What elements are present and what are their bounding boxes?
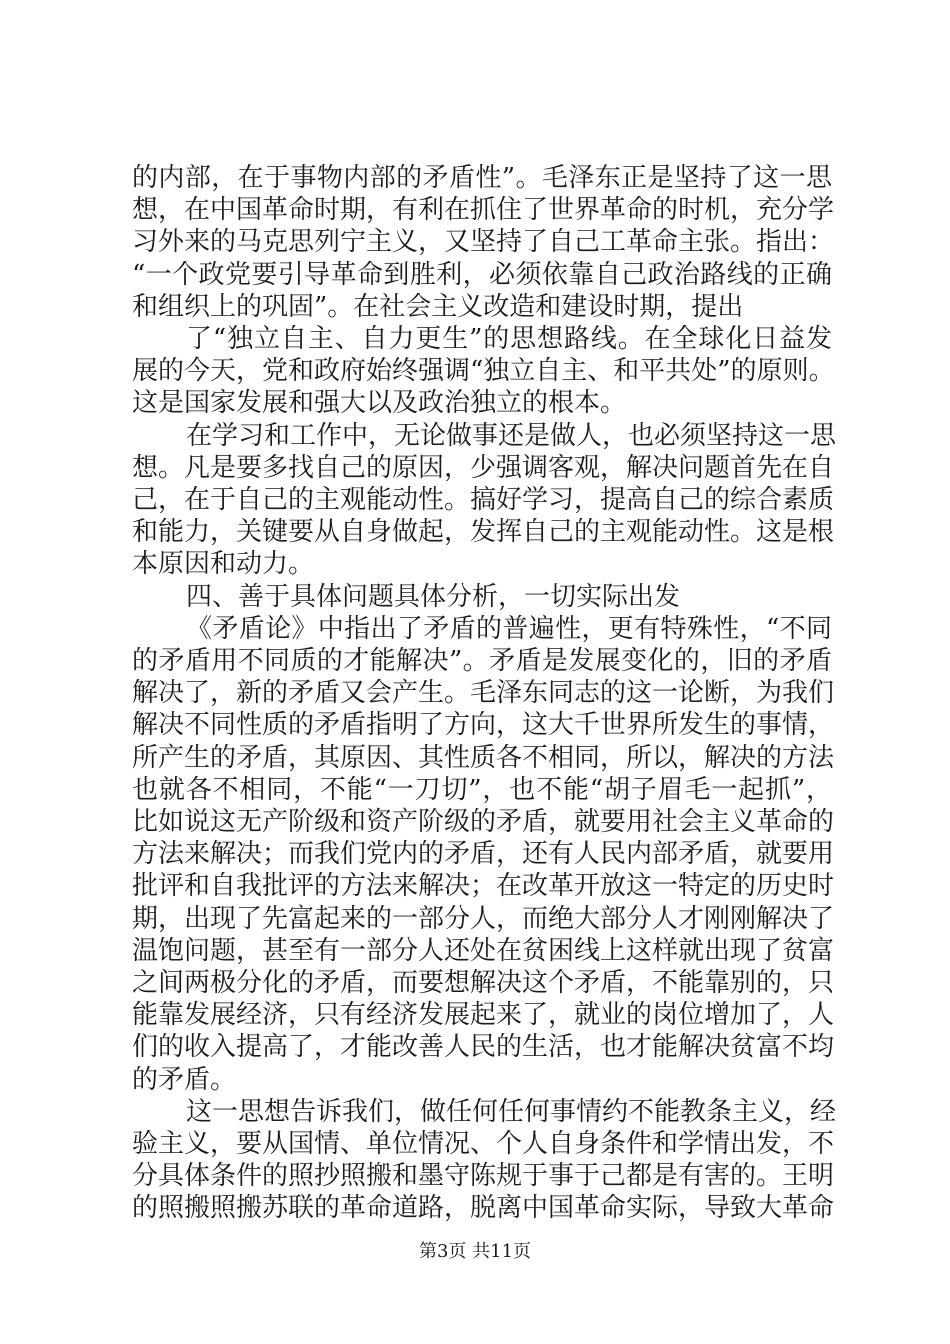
text-line: 期，出现了先富起来的一部分人，而绝大部分人才刚刚解决了 [132, 903, 835, 934]
text-line: 这一思想告诉我们，做任何任何事情约不能教条主义，经 [186, 1096, 837, 1127]
text-line: 的矛盾。 [132, 1064, 237, 1095]
text-line: 方法来解决；而我们党内的矛盾，还有人民内部矛盾，就要用 [132, 839, 835, 870]
page-number-footer: 第3页 共11页 [418, 1241, 532, 1262]
section-heading: 四、善于具体问题具体分析，一切实际出发 [186, 581, 681, 612]
text-line: 想。凡是要多找自己的原因，少强调客观，解决问题首先在自 [132, 452, 835, 483]
text-line: 比如说这无产阶级和资产阶级的矛盾，就要用社会主义革命的 [132, 807, 835, 837]
text-line: 批评和自我批评的方法来解决；在改革开放这一特定的历史时 [132, 871, 835, 902]
text-line: 验主义，要从国情、单位情况、个人自身条件和学情出发，不 [132, 1129, 835, 1159]
text-line: 己，在于自己的主观能动性。搞好学习，提高自己的综合素质 [132, 485, 835, 515]
text-line: 和组织上的巩固”。在社会主义改造和建设时期，提出 [132, 291, 744, 322]
text-line: 们的收入提高了，才能改善人民的生活，也才能解决贫富不均 [132, 1032, 835, 1063]
text-line: 也就各不相同，不能“一刀切”，也不能“胡子眉毛一起抓”， [132, 774, 832, 805]
text-line: 本原因和动力。 [132, 549, 315, 580]
text-line: 了“独立自主、自力更生”的思想路线。在全球化日益发 [186, 324, 832, 354]
text-line: 这是国家发展和强大以及政治独立的根本。 [132, 388, 627, 419]
text-line: 的照搬照搬苏联的革命道路，脱离中国革命实际，导致大革命 [132, 1193, 835, 1224]
text-line: 《矛盾论》中指出了矛盾的普遍性，更有特殊性，“不同 [186, 613, 832, 644]
text-line: 温饱问题，甚至有一部分人还处在贫困线上这样就出现了贫富 [132, 935, 835, 966]
text-line: 想，在中国革命时期，有利在抓住了世界革命的时机，充分学 [132, 195, 835, 226]
text-line: 解决不同性质的矛盾指明了方向，这大千世界所发生的事情， [132, 710, 835, 741]
text-line: “一个政党要引导革命到胜利，必须依靠自己政治路线的正确 [132, 259, 832, 290]
text-line: 的矛盾用不同质的才能解决”。矛盾是发展变化的，旧的矛盾 [132, 646, 832, 676]
text-line: 所产生的矛盾，其原因、其性质各不相同，所以，解决的方法 [132, 742, 835, 773]
text-line: 和能力，关键要从自身做起，发挥自己的主观能动性。这是根 [132, 517, 835, 548]
text-line: 解决了，新的矛盾又会产生。毛泽东同志的这一论断，为我们 [132, 678, 835, 709]
text-line: 分具体条件的照抄照搬和墨守陈规于事于己都是有害的。王明 [132, 1161, 835, 1192]
text-line: 能靠发展经济，只有经济发展起来了，就业的岗位增加了，人 [132, 1000, 835, 1031]
text-line: 习外来的马克思列宁主义，又坚持了自己工革命主张。指出： [132, 227, 835, 258]
text-line: 之间两极分化的矛盾，而要想解决这个矛盾，不能靠别的，只 [132, 968, 835, 998]
text-line: 的内部，在于事物内部的矛盾性”。毛泽东正是坚持了这一思 [132, 163, 832, 193]
text-line: 展的今天，党和政府始终强调“独立自主、和平共处”的原则。 [132, 356, 835, 387]
text-line: 在学习和工作中，无论做事还是做人，也必须坚持这一思 [186, 420, 837, 451]
